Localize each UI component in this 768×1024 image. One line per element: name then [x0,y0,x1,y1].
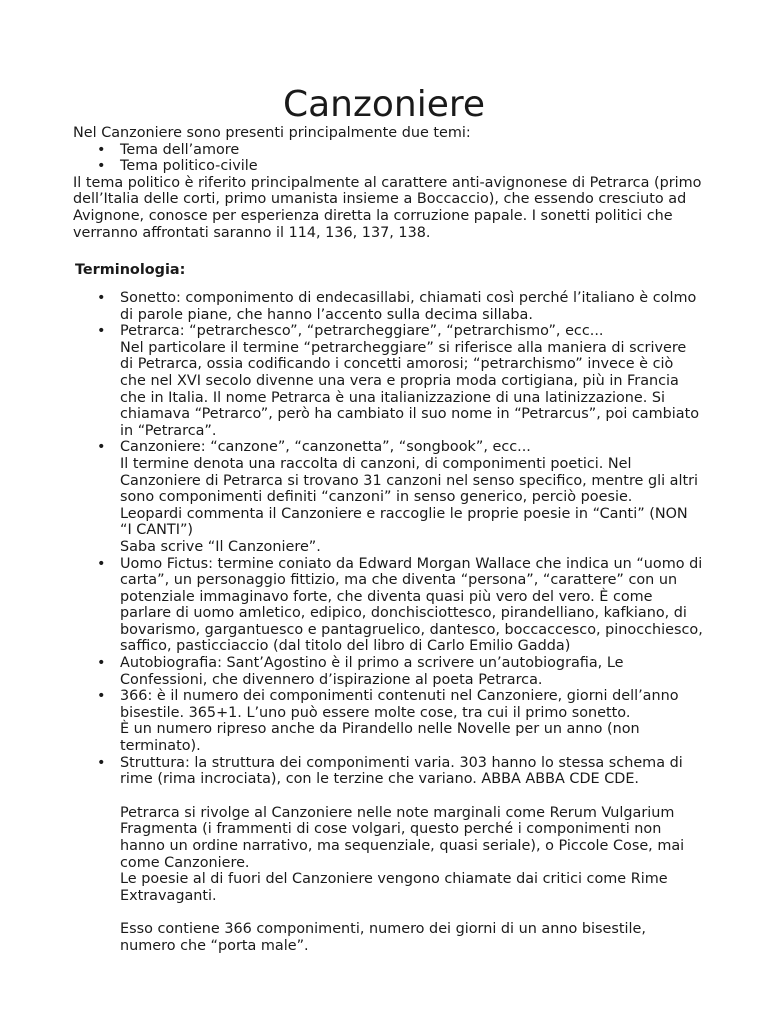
text-line: • Autobiografia: Sant’Agostino è il primo a scrivere un’autobiografia, Le [120,655,624,672]
text-line: Le poesie al di fuori del Canzoniere vengono chiamate dai critici come Rime [120,871,668,888]
spacer [73,788,723,805]
text-line: che in Italia. Il nome Petrarca è una italianizzazione di una latinizzazione. Si [120,389,666,406]
text-line: verranno affrontati saranno il 114, 136, 137, 138. [73,224,431,241]
text-line: parlare di uomo amletico, edipico, donchisciottesco, pirandelliano, kafkiano, di [120,605,687,622]
text-line: Il termine denota una raccolta di canzoni, di componimenti poetici. Nel [120,455,632,472]
text-line: hanno un ordine narrativo, ma sequenziale, quasi seriale), o Piccole Cose, mai [120,838,685,854]
text-line: Petrarca si rivolge al Canzoniere nelle note marginali come Rerum Vulgarium [120,804,675,821]
text-line: È un numero ripreso anche da Pirandello nelle Novelle per un anno (non [120,721,640,738]
text-line: di Petrarca, ossia codificando i concetti amorosi; “petrarchismo” invece è ciò [120,356,674,373]
text-line: dell’Italia delle corti, primo umanista insieme a Boccaccio), che essendo cresciuto ad [73,191,687,208]
text-line: in “Petrarca”. [120,422,217,439]
text-line: potenziale immaginavo forte, che diventa quasi più vero del vero. È come [120,588,653,605]
text-line: carta”, un personaggio fittizio, ma che diventa “persona”, “carattere” con un [120,572,678,589]
text-line: bovarismo, gargantuesco e pantagruelico, dantesco, boccaccesco, pinocchiesco, [120,621,703,638]
terminology-list [73,290,723,788]
text-line: che nel XVI secolo divenne una vera e propria moda cortigiana, più in Francia [120,372,679,389]
text-line: rime (rima incrociata), con le terzine che variano. ABBA ABBA CDE CDE. [120,771,639,788]
text-line: Nel particolare il termine “petrarcheggiare” si riferisce alla maniera di scrivere [120,339,687,356]
text-line: numero che “porta male”. [120,937,309,954]
term-struttura [73,755,723,788]
term-petrarca [73,323,723,439]
text-line: Extravaganti. [120,887,217,904]
term-sonetto [73,290,723,323]
text-line: Canzoniere di Petrarca si trovano 31 canzoni nel senso specifico, mentre gli altri [120,472,699,489]
text-line: • Canzoniere: “canzone”, “canzonetta”, “songbook”, ecc... [120,439,531,456]
intro-lead: Nel Canzoniere sono presenti principalmente due temi: [73,125,471,141]
text-line: • Sonetto: componimento di endecasillabi, chiamati così perché l’italiano è colmo [120,290,697,306]
theme-item: • Tema dell’amore [73,142,723,159]
note-paragraph [73,921,723,954]
intro-paragraph [73,175,723,241]
terminology-section [73,290,723,955]
text-line: Esso contiene 366 componimenti, numero dei giorni di un anno bisestile, [120,921,646,938]
text-line: Fragmenta (i frammenti di cose volgari, questo perché i componimenti non [120,821,662,838]
page-title: Canzoniere [282,84,486,125]
text-line: saffico, pasticciaccio (dal titolo del libro di Carlo Emilio Gadda) [120,638,571,655]
text-line: di parole piane, che hanno l’accento sulla decima sillaba. [120,306,533,323]
text-line: Saba scrive “Il Canzoniere”. [120,538,321,555]
text-line: Il tema politico è riferito principalmente al carattere anti-avignonese di Petrarca (primo [73,174,702,191]
text-line: come Canzoniere. [120,854,250,871]
themes-list [73,142,723,175]
intro-section [73,125,723,241]
spacer [73,904,723,921]
text-line: • Uomo Fictus: termine coniato da Edward Morgan Wallace che indica un “uomo di [120,555,703,572]
term-uomo-fictus [73,556,723,656]
theme-item: • Tema politico-civile [73,158,723,175]
text-line: Confessioni, che divennero d’ispirazione al poeta Petrarca. [120,671,543,688]
term-autobiografia [73,655,723,688]
text-line: “I CANTI”) [120,522,194,539]
note-paragraph [73,805,723,905]
text-line: bisestile. 365+1. L’uno può essere molte cose, tra cui il primo sonetto. [120,704,631,721]
text-line: chiamava “Petrarco”, però ha cambiato il suo nome in “Petrarcus”, poi cambiato [120,406,700,423]
text-line: • 366: è il numero dei componimenti contenuti nel Canzoniere, giorni dell’anno [120,688,679,705]
text-line: Avignone, conosce per esperienza diretta la corruzione papale. I sonetti politici che [73,207,673,224]
text-line: terminato). [120,738,201,755]
term-canzoniere [73,439,723,555]
text-line: • Petrarca: “petrarchesco”, “petrarcheggiare”, “petrarchismo”, ecc... [120,323,604,340]
text-line: Leopardi commenta il Canzoniere e raccoglie le proprie poesie in “Canti” (NON [120,505,688,522]
section-heading: Terminologia: [75,262,186,278]
term-366 [73,688,723,754]
text-line: sono componimenti definiti “canzoni” in senso generico, perciò poesie. [120,489,633,506]
text-line: • Struttura: la struttura dei componimenti varia. 303 hanno lo stessa schema di [120,754,683,771]
